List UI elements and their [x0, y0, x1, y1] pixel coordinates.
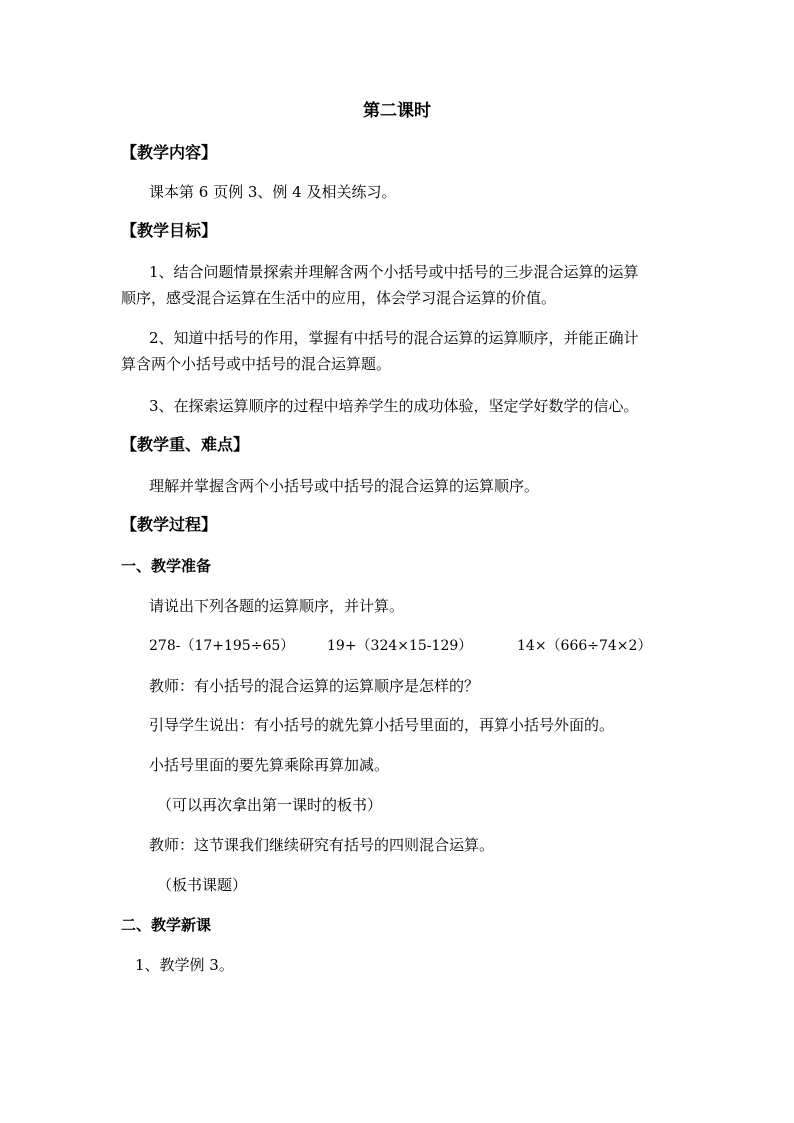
guide-statement: 引导学生说出：有小括号的就先算小括号里面的，再算小括号外面的。 — [149, 716, 615, 734]
heading-teaching-process: 【教学过程】 — [121, 515, 218, 534]
inner-parentheses-rule: 小括号里面的要先算乘除再算加减。 — [149, 756, 390, 774]
board-title-note: （板书课题） — [157, 876, 248, 894]
heading-teaching-content: 【教学内容】 — [121, 143, 218, 162]
goal-1-line-2: 顺序，感受混合运算在生活中的应用，体会学习混合运算的价值。 — [121, 289, 557, 307]
preparation-prompt: 请说出下列各题的运算顺序，并计算。 — [149, 597, 405, 615]
board-note: （可以再次拿出第一课时的板书） — [157, 796, 383, 814]
heading-key-points: 【教学重、难点】 — [121, 435, 250, 454]
paragraph-key-points: 理解并掌握含两个小括号或中括号的混合运算的运算顺序。 — [149, 477, 540, 495]
formula-2: 19+（324×15-129） — [327, 638, 473, 654]
formula-1: 278-（17+195÷65） — [149, 638, 295, 654]
heading-teaching-goals: 【教学目标】 — [121, 221, 218, 240]
teacher-question: 教师：有小括号的混合运算的运算顺序是怎样的？ — [149, 677, 480, 695]
formula-3: 14×（666÷74×2） — [517, 638, 652, 654]
goal-2-line-2: 算含两个小括号或中括号的混合运算题。 — [121, 355, 392, 373]
teacher-intro: 教师：这节课我们继续研究有括号的四则混合运算。 — [149, 836, 495, 854]
goal-3: 3、在探索运算顺序的过程中培养学生的成功体验，坚定学好数学的信心。 — [149, 397, 639, 415]
section-new-lesson: 二、教学新课 — [121, 916, 212, 934]
paragraph-teaching-content: 课本第 6 页例 3、例 4 及相关练习。 — [149, 183, 397, 201]
example-3: 1、教学例 3。 — [135, 956, 234, 974]
section-preparation: 一、教学准备 — [121, 557, 212, 575]
page-title: 第二课时 — [363, 101, 431, 121]
goal-2-line-1: 2、知道中括号的作用，掌握有中括号的混合运算的运算顺序，并能正确计 — [149, 329, 639, 347]
goal-1-line-1: 1、结合问题情景探索并理解含两个小括号或中括号的三步混合运算的运算 — [149, 263, 639, 281]
